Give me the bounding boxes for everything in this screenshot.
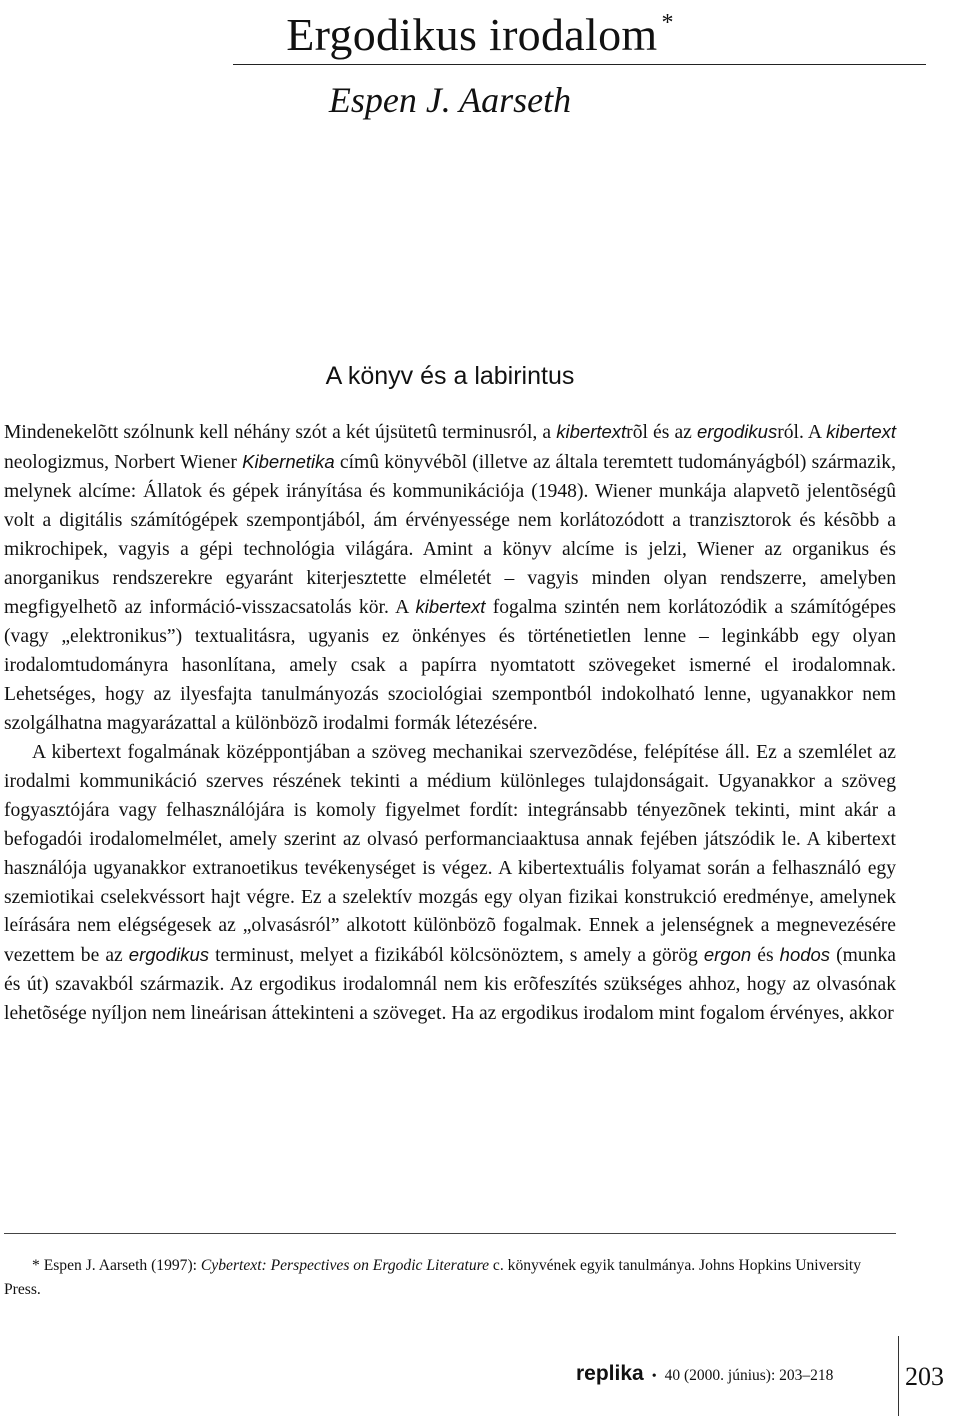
text-run: rõl és az (626, 422, 697, 443)
footnote (4, 1254, 896, 1302)
emphasis: kibertext (556, 421, 627, 442)
emphasis: ergon (703, 944, 752, 966)
issue-info: 40 (2000. június): 203–218 (664, 1367, 834, 1384)
footer-divider (898, 1336, 899, 1416)
body-text (4, 418, 896, 1029)
article-title (0, 0, 960, 58)
footnote-mark: * (32, 1257, 40, 1274)
footnote-text: c. könyvének egyik tanulmánya. Johns Hopkins University Press. (4, 1257, 862, 1298)
footnote-text: Espen J. Aarseth (1997): (39, 1257, 201, 1274)
emphasis: kibertext (826, 421, 896, 442)
title-text: Ergodikus irodalom (286, 9, 658, 60)
title-rule (233, 64, 926, 65)
section-heading: A könyv és a labirintus (325, 362, 575, 390)
journal-name: replika (576, 1362, 644, 1385)
text-run: címû könyvébõl (illetve az általa teremtett tudományágból) származik, melynek alcíme: Állatok és gépek irányítása és kommunikációja (1948). Wiener munkája alapvetõ jelentõségû volt a digitális számítógépek szempontjából, ám érvényessége nem korlátozódott a tranzisztorok és késõbb a mikrochipek, vagyis a gépi technológia világára. Amint a könyv alcíme is jelzi, Wiener az organikus és anorganikus rendszerekre egyaránt kiterjesztette elméletét – vagyis minden olyan rendszerre, amelyben megfigyelhetõ az információ-visszacsatolás kör. A (4, 451, 896, 619)
emphasis: ergodikus (696, 421, 778, 442)
emphasis: hodos (779, 944, 831, 966)
text-run: neologizmus, Norbert Wiener (4, 451, 243, 473)
emphasis: Kibernetika (242, 450, 335, 472)
bullet-separator: • (651, 1369, 657, 1384)
page-number: 203 (905, 1362, 944, 1391)
footnote-book-title: Cybertext: Perspectives on Ergodic Literature (200, 1257, 490, 1274)
text-run: Mindenekelõtt szólnunk kell néhány szót a két újsütetû terminusról, a (4, 422, 557, 443)
author-name: Espen J. Aarseth (328, 80, 572, 120)
text-run: és (751, 945, 780, 967)
text-run: ról. A (777, 422, 827, 443)
footnote-rule (4, 1233, 896, 1234)
paragraph-1 (4, 418, 896, 739)
emphasis: ergodikus (128, 944, 210, 966)
title-footnote-mark: * (661, 10, 674, 36)
text-run: A kibertext fogalmának középpontjában a szöveg mechanikai szervezõdése, felépítése áll. Ez a szemlélet az irodalmi kommunikáció szerves részének tekinti a médium különleges tulajdonságait. Ugyanakkor a szöveg fogyasztójára vagy felhasználójára is komoly figyelmet fordít: integránsabb tényezõnek tekinti, mint akár a befogadói irodalomelmélet, amely szerint az olvasó performanciaaktusa annak fejében játszódik le. A kibertext használója ugyanakkor extranoetikus tevékenységet is végez. A kibertextuális folyamat során a felhasználó egy szemiotikai cselekvéssort hajt végre. Ez a szelektív mozgás egy olyan fizikai konstrukció eredménye, amelynek leírására nem elégségesek az „olvasásról” alkotott különbözõ fogalmak. Ennek a jelenségnek a megnevezésére vezettem be az (4, 741, 896, 967)
running-footer (576, 1362, 833, 1392)
text-run: terminust, melyet a fizikából kölcsönöztem, s amely a görög (209, 945, 704, 967)
emphasis: kibertext (415, 596, 486, 618)
text-run: fogalma szintén nem korlátozódik a számítógépes (vagy „elektronikus”) textualitásra, ugyanis ez önkényes és történetietlen lenne – leginkább egy olyan irodalomtudományra hasonlítana, amely csak a papírra nyomtatott szövegeket ismerné el irodalomnak. Lehetséges, hogy az ilyesfajta tanulmányozás szociológiai szempontból indokolható lenne, ugyanakkor nem szolgálhatna magyarázattal a különbözõ irodalmi formák létezésére. (4, 597, 897, 735)
paragraph-2 (4, 739, 896, 1029)
text-run: (munka és út) szavakból származik. Az ergodikus irodalomnál nem kis erõfeszítés szükséges ahhoz, hogy az olvasónak lehetõsége nyíljon nem lineárisan áttekinteni a szöveget. Ha az ergodikus irodalom mint fogalom érvényes, akkor (4, 945, 896, 1025)
